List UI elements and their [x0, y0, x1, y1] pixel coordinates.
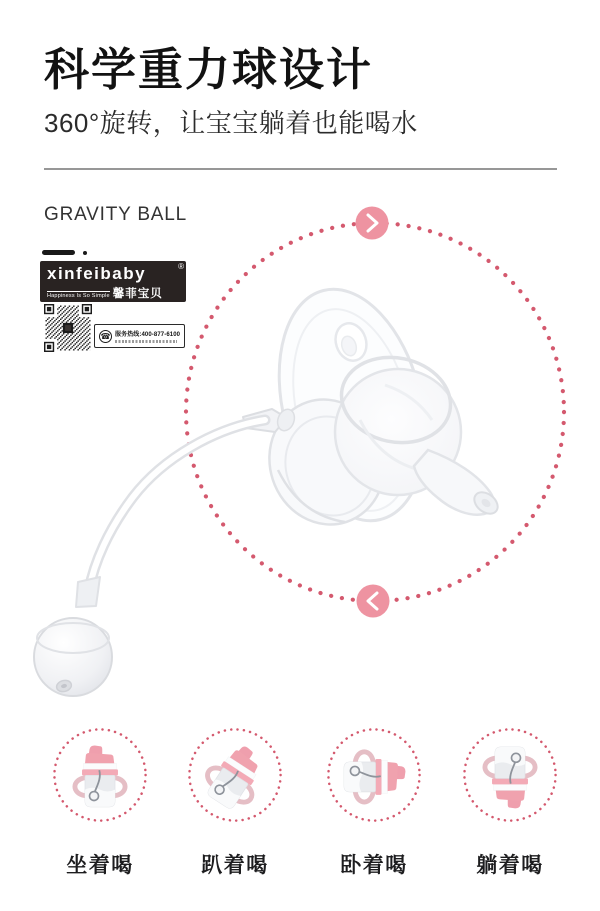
usage-icon-sitting [52, 727, 148, 823]
usage-label: 躺着喝 [476, 854, 544, 877]
brand-cn-name: 馨菲宝贝 [112, 288, 163, 300]
gravity-ball [34, 618, 112, 696]
usage-label: 卧着喝 [340, 854, 408, 877]
hotline-number: 服务热线:400-877-6100 [115, 332, 181, 338]
page-subtitle: 360°旋转，让宝宝躺着也能喝水 [44, 108, 418, 138]
usage-label: 坐着喝 [66, 854, 134, 877]
usage-mode-sitting [52, 727, 148, 879]
phone-icon: ☎ [100, 331, 111, 341]
usage-mode-lying-back [462, 727, 558, 879]
brand-slogan: Happiness Is So Simple [47, 291, 110, 300]
usage-mode-side-lying [326, 727, 422, 879]
page-title: 科学重力球设计 [44, 44, 374, 95]
carousel-prev-button[interactable] [357, 585, 390, 618]
section-label: GRAVITY BALL [44, 204, 188, 225]
hero-product-image [0, 170, 600, 710]
usage-mode-prone [187, 727, 283, 879]
usage-label: 趴着喝 [201, 854, 269, 877]
registered-mark: ® [178, 262, 184, 271]
carousel-next-button[interactable] [356, 207, 389, 240]
usage-icon-prone [187, 727, 283, 823]
usage-icon-lying-back [462, 727, 558, 823]
usage-icon-side-lying [326, 727, 422, 823]
brand-logo-text: xinfeibaby [47, 264, 147, 283]
product-photo-gravity-ball-nipple [34, 274, 502, 696]
